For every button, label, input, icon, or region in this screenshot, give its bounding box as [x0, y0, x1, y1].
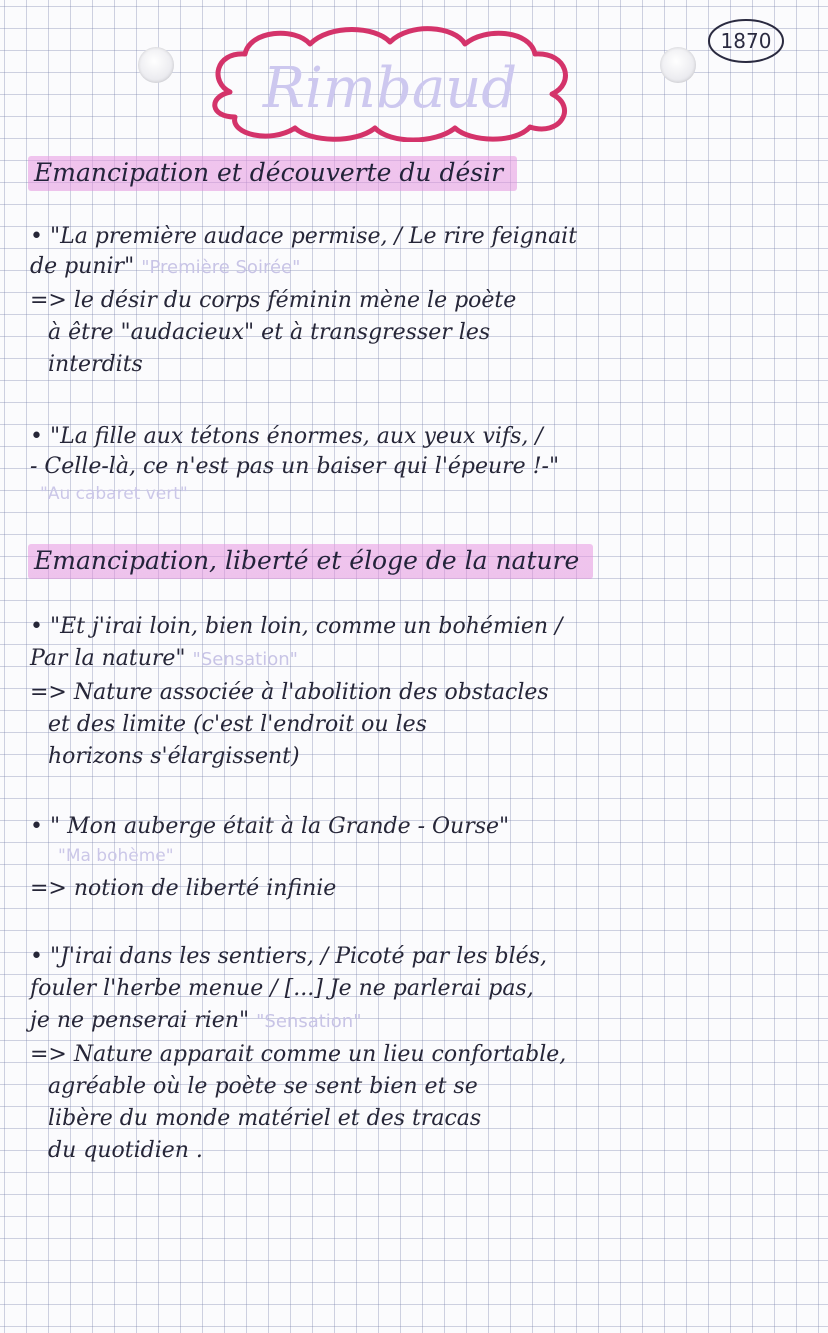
source-title: "Sensation" — [192, 649, 298, 670]
source-title: "Sensation" — [256, 1011, 362, 1032]
quote-line: • "La fille aux tétons énormes, aux yeux vifs, / — [30, 424, 543, 449]
analysis-line: du quotidien . — [48, 1138, 203, 1163]
analysis-line: => notion de liberté infinie — [30, 876, 337, 901]
source-title: "Ma bohème" — [58, 846, 174, 866]
section-heading: Emancipation et découverte du désir — [28, 156, 517, 191]
source-title: "Au cabaret vert" — [40, 484, 188, 504]
quote-line: • " Mon auberge était à la Grande - Ourse" — [30, 814, 510, 839]
analysis-line: à être "audacieux" et à transgresser les — [48, 320, 491, 345]
source-title: "Première Soirée" — [141, 257, 301, 278]
quote-line: je ne penserai rien" "Sensation" — [30, 1008, 362, 1033]
punch-hole — [138, 47, 174, 83]
section-heading: Emancipation, liberté et éloge de la nature — [28, 544, 593, 579]
analysis-line: et des limite (c'est l'endroit ou les — [48, 712, 427, 737]
year-badge — [706, 16, 786, 66]
page-title: Rimbaud — [262, 56, 518, 121]
quote-line: • "La première audace permise, / Le rire feignait — [30, 224, 578, 249]
quote-line: • "J'irai dans les sentiers, / Picoté par les blés, — [30, 944, 547, 969]
analysis-line: => Nature associée à l'abolition des obstacles — [30, 680, 549, 705]
analysis-line: => Nature apparait comme un lieu confortable, — [30, 1042, 567, 1067]
quote-line: • "Et j'irai loin, bien loin, comme un bohémien / — [30, 614, 563, 639]
quote-line: Par la nature" "Sensation" — [30, 646, 298, 671]
quote-line: - Celle-là, ce n'est pas un baiser qui l'épeure !-" — [30, 454, 560, 479]
punch-hole — [660, 47, 696, 83]
quote-line: fouler l'herbe menue / [...] Je ne parlerai pas, — [30, 976, 534, 1001]
analysis-line: agréable où le poète se sent bien et se — [48, 1074, 478, 1099]
analysis-line: interdits — [48, 352, 143, 377]
title-cloud — [200, 22, 580, 142]
quote-line: de punir" "Première Soirée" — [30, 254, 301, 279]
analysis-line: horizons s'élargissent) — [48, 744, 300, 769]
year-label: 1870 — [720, 29, 772, 53]
analysis-line: libère du monde matériel et des tracas — [48, 1106, 482, 1131]
analysis-line: => le désir du corps féminin mène le poète — [30, 288, 517, 313]
